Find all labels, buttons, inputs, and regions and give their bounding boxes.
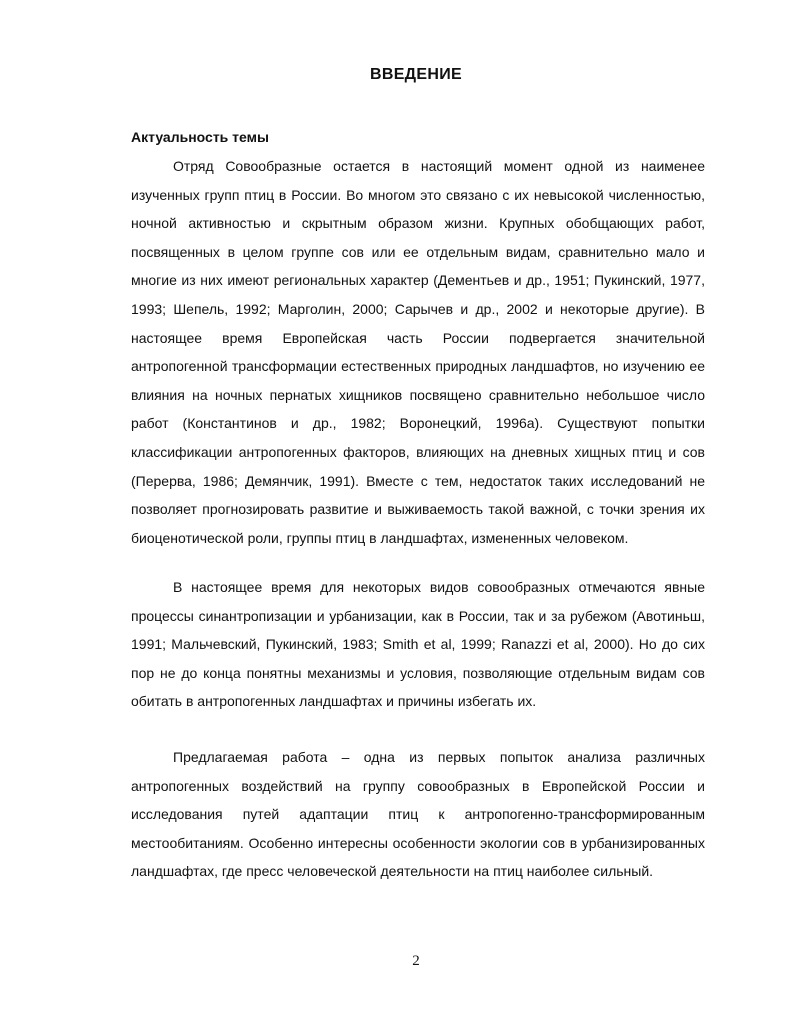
section-heading: Актуальность темы bbox=[131, 129, 269, 145]
paragraph-block-2 bbox=[131, 573, 705, 716]
paragraph-3: Предлагаемая работа – одна из первых попыток анализа различных антропогенных воздействий на группу совообразных в Европейской России и исследования путей адаптации птиц к антропогенно-трансформированным местообитаниям. Особенно интересны особенности экологии сов в урбанизированных ландшафтах, где пресс человеческой деятельности на птиц наиболее сильный. bbox=[131, 749, 705, 880]
page-title: ВВЕДЕНИЕ bbox=[370, 66, 462, 83]
page-number: 2 bbox=[412, 953, 420, 969]
paragraph-2: В настоящее время для некоторых видов совообразных отмечаются явные процессы синантропизации и урбанизации, как в России, так и за рубежом (Авотиньш, 1991; Мальчевский, Пукинский, 1983; Smith et al, 1999; Ranazzi et al, 2000). Но до сих пор не до конца понятны механизмы и условия, позволяющие отдельным видам сов обитать в антропогенных ландшафтах и причины избегать их. bbox=[131, 579, 705, 710]
paragraph-block-1 bbox=[131, 152, 705, 552]
paragraph-1: Отряд Совообразные остается в настоящий момент одной из наименее изученных групп птиц в России. Во многом это связано с их невысокой численностью, ночной активностью и скрытным образом жизни. Крупных обобщающих работ, посвященных в целом группе сов или ее отдельным видам, сравнительно мало и многие из них имеют региональных характер (Дементьев и др., 1951; Пукинский, 1977, 1993; Шепель, 1992; Марголин, 2000; Сарычев и др., 2002 и некоторые другие). В настоящее время Европейская часть России подвергается значительной антропогенной трансформации естественных природных ландшафтов, но изучению ее влияния на ночных пернатых хищников посвящено сравнительно небольшое число работ (Константинов и др., 1982; Воронецкий, 1996а). Существуют попытки классификации антропогенных факторов, влияющих на дневных хищных птиц и сов (Перерва, 1986; Демянчик, 1991). Вместе с тем, недостаток таких исследований не позволяет прогнозировать развитие и выживаемость такой важной, с точки зрения их биоценотической роли, группы птиц в ландшафтах, измененных человеком. bbox=[131, 158, 705, 546]
paragraph-block-3 bbox=[131, 743, 705, 886]
